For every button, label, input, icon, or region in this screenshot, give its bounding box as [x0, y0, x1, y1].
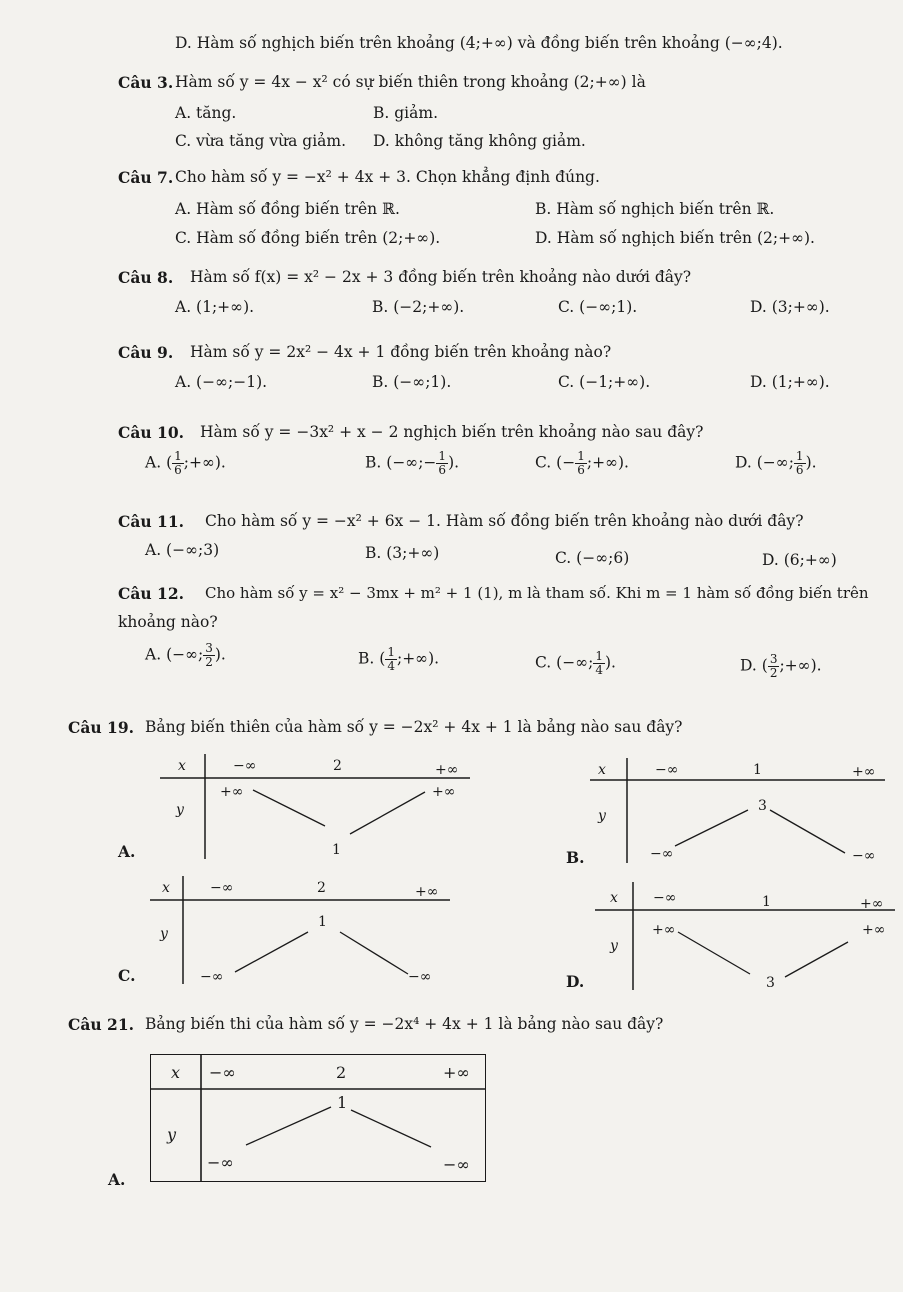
table-lines: [151, 1055, 485, 1181]
q11-option-d: D. (6;+∞): [762, 551, 837, 569]
q9-label: Câu 9.: [118, 343, 174, 362]
x-left: −∞: [233, 758, 257, 774]
prev-question-option-d: D. Hàm số nghịch biến trên khoảng (4;+∞) và đồng biến trên khoảng (−∞;4).: [175, 34, 783, 52]
x-label: x: [171, 1063, 181, 1082]
y-right: −∞: [408, 969, 432, 985]
q10-label: Câu 10.: [118, 423, 185, 442]
x-label: x: [178, 758, 186, 774]
q8-label: Câu 8.: [118, 268, 174, 287]
x-left: −∞: [655, 762, 679, 778]
q3-stem: Hàm số y = 4x − x² có sự biến thiên trong khoảng (2;+∞) là: [175, 73, 646, 91]
x-left: −∞: [209, 1063, 236, 1082]
y-left: +∞: [220, 784, 244, 800]
y-label: y: [598, 808, 606, 824]
x-right: +∞: [415, 884, 439, 900]
y-right: +∞: [862, 922, 886, 938]
variation-table-a: [160, 754, 470, 864]
y-label: y: [167, 1125, 177, 1144]
q8-option-a: A. (1;+∞).: [175, 298, 255, 316]
q9-option-d: D. (1;+∞).: [750, 373, 830, 391]
q9-option-c: C. (−1;+∞).: [558, 373, 651, 391]
q21-stem: Bảng biến thi của hàm số y = −2x⁴ + 4x + 1 là bảng nào sau đây?: [145, 1015, 664, 1033]
x-mid: 1: [753, 762, 762, 778]
table-lines: [150, 876, 450, 986]
q12-stem: Cho hàm số y = x² − 3mx + m² + 1 (1), m là tham số. Khi m = 1 hàm số đồng biến trên: [205, 584, 869, 602]
table-lines: [590, 882, 895, 992]
table-lines: [160, 754, 470, 864]
y-right: −∞: [443, 1155, 470, 1174]
q10-option-b: B. (−∞;− $\frac{1}{6}$ ).: [365, 449, 460, 477]
q7-option-a: A. Hàm số đồng biến trên ℝ.: [175, 200, 400, 218]
y-mid: 3: [758, 798, 767, 814]
q12-option-d: D. ( $\frac{3}{2}$ ;+∞).: [740, 652, 822, 680]
q10-option-a: A. ( $\frac{1}{6}$ ;+∞).: [145, 449, 226, 477]
q19-table-d-letter: D.: [566, 972, 585, 991]
y-left: −∞: [207, 1153, 234, 1172]
y-label: y: [160, 926, 168, 942]
y-left: +∞: [652, 922, 676, 938]
table-lines: [590, 758, 890, 868]
q11-label: Câu 11.: [118, 512, 185, 531]
q7-option-b: B. Hàm số nghịch biến trên ℝ.: [535, 200, 775, 218]
q11-option-a: A. (−∞;3): [145, 541, 220, 559]
q3-option-a: A. tăng.: [175, 104, 237, 122]
fraction: $\frac{1}{4}$: [387, 645, 395, 673]
x-mid: 2: [333, 758, 342, 774]
fraction: $\frac{1}{6}$: [577, 449, 585, 477]
x-mid: 1: [762, 894, 771, 910]
q9-option-a: A. (−∞;−1).: [175, 373, 268, 391]
y-left: −∞: [200, 969, 224, 985]
q8-option-d: D. (3;+∞).: [750, 298, 830, 316]
fraction: $\frac{1}{6}$: [174, 449, 182, 477]
q8-stem: Hàm số f(x) = x² − 2x + 3 đồng biến trên khoảng nào dưới đây?: [190, 268, 692, 286]
q21-label: Câu 21.: [68, 1015, 135, 1034]
q10-option-c: C. (− $\frac{1}{6}$ ;+∞).: [535, 449, 629, 477]
y-right: +∞: [432, 784, 456, 800]
q3-label: Câu 3.: [118, 73, 174, 92]
q19-table-b-letter: B.: [566, 848, 585, 867]
y-mid: 3: [766, 975, 775, 991]
q3-option-b: B. giảm.: [373, 104, 438, 122]
y-mid: 1: [332, 842, 341, 858]
q8-option-c: C. (−∞;1).: [558, 298, 638, 316]
x-right: +∞: [435, 762, 459, 778]
q10-stem: Hàm số y = −3x² + x − 2 nghịch biến trên khoảng nào sau đây?: [200, 423, 704, 441]
q19-stem: Bảng biến thiên của hàm số y = −2x² + 4x + 1 là bảng nào sau đây?: [145, 718, 683, 736]
q12-option-c: C. (−∞; $\frac{1}{4}$ ).: [535, 649, 616, 677]
q7-option-c: C. Hàm số đồng biến trên (2;+∞).: [175, 229, 441, 247]
q19-label: Câu 19.: [68, 718, 135, 737]
variation-table-q21-a: [150, 1054, 486, 1182]
q7-stem: Cho hàm số y = −x² + 4x + 3. Chọn khẳng định đúng.: [175, 168, 600, 186]
q12-label: Câu 12.: [118, 584, 185, 603]
q8-option-b: B. (−2;+∞).: [372, 298, 465, 316]
q12-stem-line2: khoảng nào?: [118, 613, 218, 631]
q11-option-b: B. (3;+∞): [365, 544, 440, 562]
y-label: y: [176, 802, 184, 818]
x-label: x: [162, 880, 170, 896]
fraction: $\frac{1}{4}$: [595, 649, 603, 677]
q3-option-d: D. không tăng không giảm.: [373, 132, 586, 150]
variation-table-b: [590, 758, 890, 868]
fraction: $\frac{3}{2}$: [205, 641, 213, 669]
x-right: +∞: [852, 764, 876, 780]
q10-option-d: D. (−∞; $\frac{1}{6}$ ).: [735, 449, 817, 477]
q21-table-a-letter: A.: [108, 1170, 126, 1189]
y-mid: 1: [337, 1093, 348, 1112]
q7-option-d: D. Hàm số nghịch biến trên (2;+∞).: [535, 229, 815, 247]
q11-stem: Cho hàm số y = −x² + 6x − 1. Hàm số đồng biến trên khoảng nào dưới đây?: [205, 512, 804, 530]
q7-label: Câu 7.: [118, 168, 174, 187]
y-left: −∞: [650, 846, 674, 862]
q19-table-c-letter: C.: [118, 966, 136, 985]
q19-table-a-letter: A.: [118, 842, 136, 861]
q12-option-a: A. (−∞; $\frac{3}{2}$ ).: [145, 641, 226, 669]
x-label: x: [610, 890, 618, 906]
fraction: $\frac{3}{2}$: [769, 652, 778, 680]
x-right: +∞: [443, 1063, 470, 1082]
fraction: $\frac{1}{6}$: [438, 449, 447, 477]
variation-table-c: [150, 876, 450, 986]
q9-stem: Hàm số y = 2x² − 4x + 1 đồng biến trên khoảng nào?: [190, 343, 612, 361]
y-right: −∞: [852, 848, 876, 864]
x-left: −∞: [653, 890, 677, 906]
y-label: y: [610, 938, 618, 954]
x-left: −∞: [210, 880, 234, 896]
q11-option-c: C. (−∞;6): [555, 549, 630, 567]
q12-option-b: B. ( $\frac{1}{4}$ ;+∞).: [358, 645, 440, 673]
variation-table-d: [590, 882, 895, 992]
y-mid: 1: [318, 914, 327, 930]
x-mid: 2: [317, 880, 326, 896]
x-label: x: [598, 762, 606, 778]
x-mid: 2: [336, 1063, 347, 1082]
q9-option-b: B. (−∞;1).: [372, 373, 452, 391]
q3-option-c: C. vừa tăng vừa giảm.: [175, 132, 347, 150]
fraction: $\frac{1}{6}$: [795, 449, 804, 477]
x-right: +∞: [860, 896, 884, 912]
